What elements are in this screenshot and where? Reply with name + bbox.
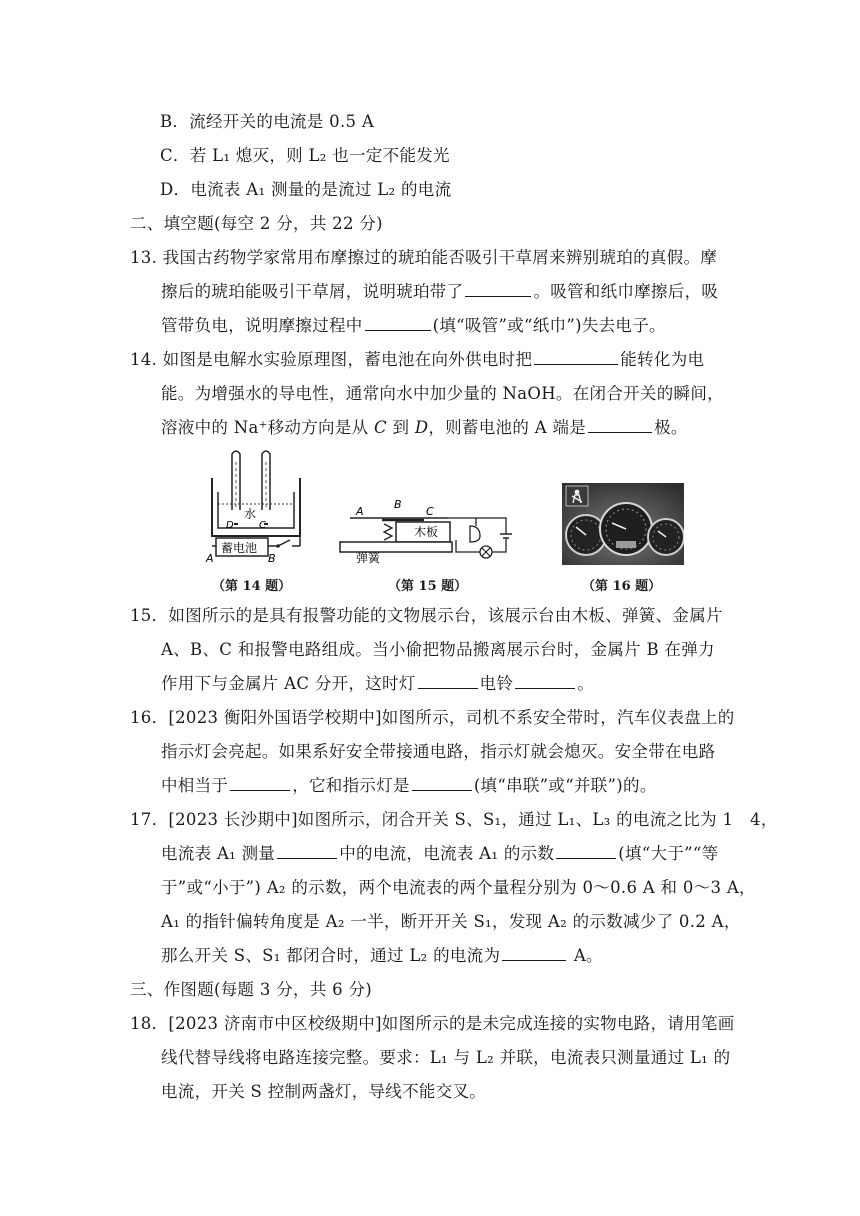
q13-text-b: 。吸管和纸巾摩擦后，吸 <box>533 282 719 301</box>
figure-16-caption: （第 16 题） <box>582 579 662 594</box>
fig14-water-label: 水 <box>244 507 257 521</box>
q16-line-2: 指示灯会亮起。如果系好安全带接通电路，指示灯就会熄灭。安全带在电路 <box>161 742 716 761</box>
q15-line-2: A、B、C 和报警电路组成。当小偷把物品搬离展示台时，金属片 B 在弹力 <box>161 640 715 659</box>
q13-text-d: (填“吸管”或“纸巾”)失去电子。 <box>432 316 666 335</box>
q14-text-b: 能转化为电 <box>620 350 705 369</box>
q13-blank-1[interactable] <box>465 282 531 297</box>
q16-line-1: 16．[2023 衡阳外国语学校期中]如图所示，司机不系安全带时，汽车仪表盘上的 <box>130 708 735 727</box>
q14-text-e: 极。 <box>654 418 688 437</box>
q13-blank-2[interactable] <box>365 316 431 331</box>
q14-label-d: D <box>414 418 429 437</box>
q13-line-2 <box>161 282 718 302</box>
q18-line-3: 电流，开关 S 控制两盏灯，导线不能交叉。 <box>161 1082 487 1101</box>
q15-blank-1[interactable] <box>418 674 478 689</box>
fig15-spring-label: 弹簧 <box>356 551 381 564</box>
q15-text-c: 。 <box>577 674 595 693</box>
q15-text-a: 作用下与金属片 AC 分开，这时灯 <box>161 674 416 693</box>
option-b: B．流经开关的电流是 0.5 A <box>160 112 375 131</box>
q15-line-1: 15．如图所示的是具有报警功能的文物展示台，该展示台由木板、弹簧、金属片 <box>130 606 723 625</box>
q17-line-4: A₁ 的指针偏转角度是 A₂ 一半，断开开关 S₁，发现 A₂ 的示数减少了 0.2 A， <box>161 912 741 931</box>
q17-line-1: 17．[2023 长沙期中]如图所示，闭合开关 S、S₁，通过 L₁、L₃ 的电流之比为 1 4， <box>130 810 778 829</box>
q13-line-3 <box>161 316 666 336</box>
q14-text-to: 到 <box>392 418 410 437</box>
q16-text-b: ，它和指示灯是 <box>292 776 410 795</box>
q13-text-c: 管带负电，说明摩擦过程中 <box>161 316 363 335</box>
q13-text-a: 擦后的琥珀能吸引干草屑，说明琥珀带了 <box>161 282 464 301</box>
q14-text-d: ，则蓄电池的 A 端是 <box>428 418 587 437</box>
q17-blank-2[interactable] <box>556 844 616 859</box>
q16-line-3 <box>161 776 657 796</box>
q14-label-c: C <box>373 418 387 437</box>
q17-line-2 <box>161 844 718 864</box>
q14-line-2: 能。为增强水的导电性，通常向水中加少量的 NaOH。在闭合开关的瞬间， <box>161 384 724 403</box>
q15-text-b: 电铃 <box>479 674 514 693</box>
q17-line-3: 于”或“小于”) A₂ 的示数，两个电流表的两个量程分别为 0～0.6 A 和 0～3 A， <box>161 878 756 897</box>
q17-text-a: 电流表 A₁ 测量 <box>161 844 276 863</box>
q17-line-5 <box>161 946 603 966</box>
fig14-label-d: D <box>226 520 234 531</box>
q14-blank-1[interactable] <box>534 350 618 365</box>
fig14-battery-label: 蓄电池 <box>221 541 258 555</box>
q18-line-2: 线代替导线将电路连接完整。要求：L₁ 与 L₂ 并联，电流表只测量通过 L₁ 的 <box>161 1048 731 1067</box>
q14-line-3 <box>161 418 688 438</box>
q15-line-3 <box>161 674 594 694</box>
figure-15-caption: （第 15 题） <box>388 579 468 594</box>
q17-blank-3[interactable] <box>502 946 566 961</box>
q14-text-a: 14. 如图是电解水实验原理图，蓄电池在向外供电时把 <box>130 350 533 369</box>
q17-text-b: 中的电流，电流表 A₁ 的示数 <box>339 844 555 863</box>
fig15-label-c: C <box>426 505 434 518</box>
figure-14-caption: （第 14 题） <box>212 579 292 594</box>
q16-text-a: 中相当于 <box>161 776 229 795</box>
q14-line-1 <box>130 350 704 370</box>
q18-line-1: 18．[2023 济南市中区校级期中]如图所示的是未完成连接的实物电路，请用笔画 <box>130 1014 735 1033</box>
q17-blank-1[interactable] <box>277 844 337 859</box>
option-c: C．若 L₁ 熄灭，则 L₂ 也一定不能发光 <box>160 146 450 165</box>
q14-blank-2[interactable] <box>588 418 652 433</box>
fig14-label-c: C <box>259 520 266 531</box>
q14-text-c: 溶液中的 Na⁺移动方向是从 <box>161 418 369 437</box>
q17-text-e: A。 <box>568 946 603 965</box>
figure-14-electrolysis <box>204 448 308 564</box>
fig14-label-a: A <box>206 552 214 564</box>
q17-text-d: 那么开关 S、S₁ 都闭合时，通过 L₂ 的电流为 <box>161 946 501 965</box>
fig15-label-a: A <box>356 505 364 518</box>
figure-16-dashboard-photo <box>562 483 684 565</box>
seatbelt-warning-icon <box>575 490 580 495</box>
fig14-label-b: B <box>268 552 276 564</box>
fig15-board-label: 木板 <box>414 525 439 539</box>
section-heading-drawing: 三、作图题(每题 3 分，共 6 分) <box>130 980 373 999</box>
q17-text-c: (填“大于”“等 <box>618 844 719 863</box>
q16-text-c: (填“串联”或“并联”)的。 <box>473 776 657 795</box>
section-heading-fill-in: 二、填空题(每空 2 分，共 22 分) <box>130 214 383 233</box>
q16-blank-2[interactable] <box>412 776 472 791</box>
figure-15-alarm-circuit <box>336 496 516 564</box>
fig15-label-b: B <box>394 498 402 511</box>
q16-blank-1[interactable] <box>230 776 290 791</box>
q15-blank-2[interactable] <box>515 674 575 689</box>
q13-line-1: 13. 我国古药物学家常用布摩擦过的琥珀能否吸引干草屑来辨别琥珀的真假。摩 <box>130 248 718 267</box>
option-d: D．电流表 A₁ 测量的是流过 L₂ 的电流 <box>160 180 452 199</box>
